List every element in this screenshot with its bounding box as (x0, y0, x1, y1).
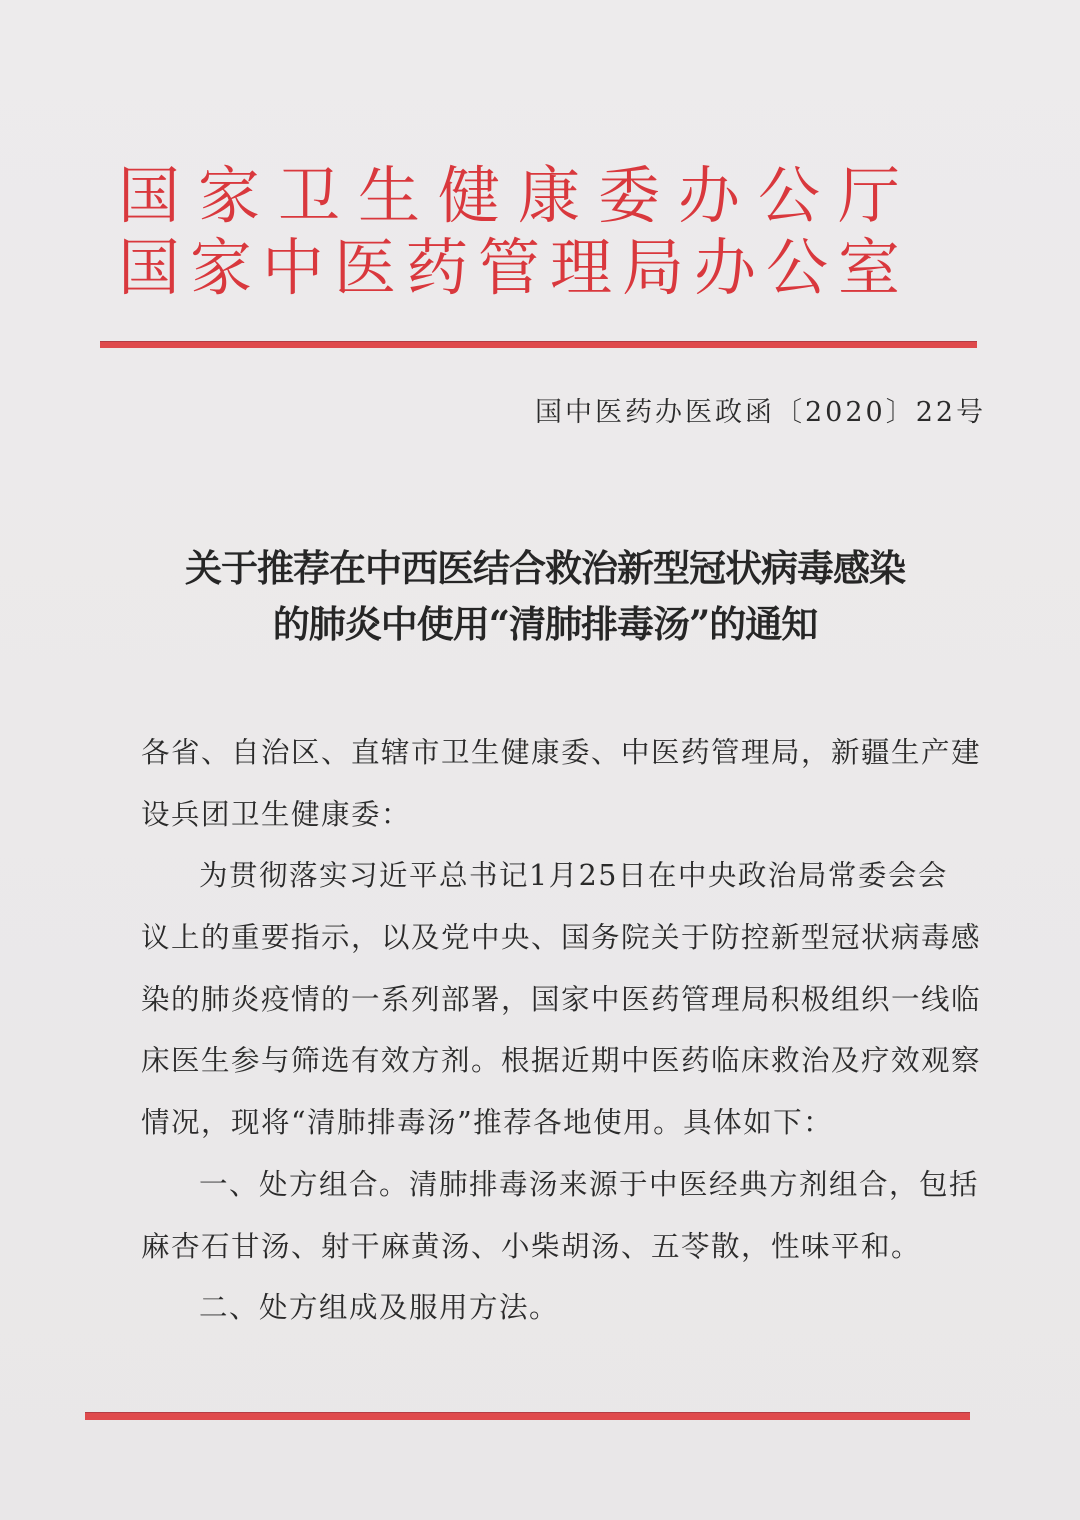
header-line-health-commission: 国家卫生健康委办公厅 (118, 159, 919, 232)
title-line-1: 关于推荐在中西医结合救治新型冠状病毒感染 (185, 546, 905, 590)
addressee-line-1: 各省、自治区、直辖市卫生健康委、中医药管理局，新疆生产建 (141, 736, 982, 769)
paragraph-line: 为贯彻落实习近平总书记1月25日在中央政治局常委会会 (199, 859, 948, 893)
document-title (140, 540, 950, 652)
red-separator-bottom (85, 1412, 970, 1420)
document-number: 国中医药办医政函〔2020〕22号 (535, 397, 987, 428)
title-line-2: 的肺炎中使用“清肺排毒汤”的通知 (272, 602, 818, 646)
issuing-authority-header (118, 160, 938, 304)
paragraph-line: 情况，现将“清肺排毒汤”推荐各地使用。具体如下： (141, 1106, 834, 1140)
paragraph-line: 染的肺炎疫情的一系列部署，国家中医药管理局积极组织一线临 (141, 982, 982, 1016)
section-one-line: 一、处方组合。清肺排毒汤来源于中医经典方剂组合，包括 (199, 1167, 980, 1201)
addressee-line-2: 设兵团卫生健康委： (141, 797, 412, 831)
paragraph-line: 床医生参与筛选有效方剂。根据近期中医药临床救治及疗效观察 (141, 1044, 982, 1078)
document-body (141, 722, 982, 1339)
paragraph-line: 议上的重要指示，以及党中央、国务院关于防控新型冠状病毒感 (141, 921, 982, 955)
red-separator-top (100, 341, 977, 348)
section-one-line: 麻杏石甘汤、射干麻黄汤、小柴胡汤、五苓散，性味平和。 (141, 1229, 922, 1263)
section-two-heading: 二、处方组成及服用方法。 (199, 1291, 560, 1325)
header-line-tcm-administration: 国家中医药管理局办公室 (118, 231, 911, 304)
